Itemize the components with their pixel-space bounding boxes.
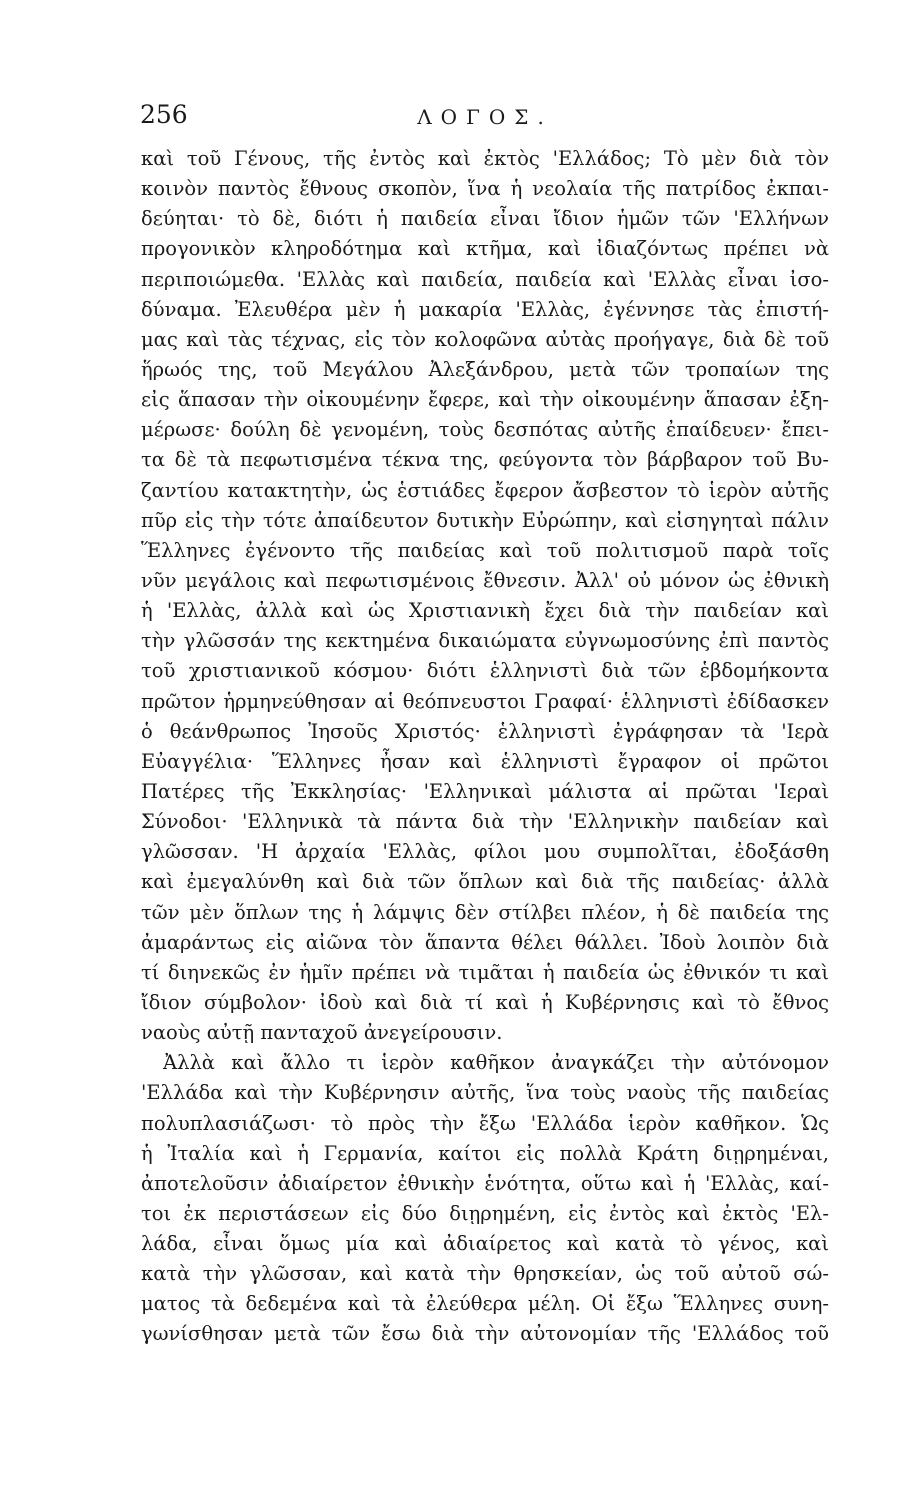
text-line: γωνίσθησαν μετὰ τῶν ἔσω διὰ τὴν αὐτονομίαν τῆς 'Ελλάδος τοῦ: [141, 1322, 829, 1346]
text-line: ὁ θεάνθρωπος Ἰησοῦς Χριστός· ἑλληνιστὶ ἐγράφησαν τὰ 'Ιερὰ: [141, 719, 829, 743]
paragraph-start-line: Ἀλλὰ καὶ ἄλλο τι ἱερὸν καθῆκον ἀναγκάζει τὴν αὐτόνομον: [163, 1051, 829, 1075]
text-line: μέρωσε· δούλη δὲ γενομένη, τοὺς δεσπότας αὐτῆς ἐπαίδευεν· ἔπει-: [141, 418, 829, 442]
text-line: Πατέρες τῆς Ἐκκλησίας· 'Ελληνικαὶ μάλιστα αἱ πρῶται 'Ιεραὶ: [141, 779, 829, 803]
text-line: λάδα, εἶναι ὅμως μία καὶ ἀδιαίρετος καὶ κατὰ τὸ γένος, καὶ: [141, 1232, 829, 1256]
text-line: μας καὶ τὰς τέχνας, εἰς τὸν κολοφῶνα αὐτὰς προήγαγε, διὰ δὲ τοῦ: [141, 327, 829, 351]
text-line: τοῦ χριστιανικοῦ κόσμου· διότι ἑλληνιστὶ διὰ τῶν ἑβδομήκοντα: [141, 659, 829, 683]
page-header: [140, 100, 840, 134]
text-line: καὶ τοῦ Γένους, τῆς ἐντὸς καὶ ἐκτὸς 'Ελλάδος; Τὸ μὲν διὰ τὸν: [141, 147, 829, 170]
text-line: πολυπλασιάζωσι· τὸ πρὸς τὴν ἔξω 'Ελλάδα ἱερὸν καθῆκον. Ὡς: [141, 1111, 829, 1135]
text-line: νῦν μεγάλοις καὶ πεφωτισμένοις ἔθνεσιν. Ἀλλ' οὐ μόνον ὡς ἐθνικὴ: [141, 568, 829, 592]
running-title: ΛΟΓΟΣ.: [417, 105, 553, 129]
text-line: ματος τὰ δεδεμένα καὶ τὰ ἐλεύθερα μέλη. Οἱ ἔξω Ἕλληνες συνη-: [141, 1292, 829, 1316]
text-line: δεύηται· τὸ δὲ, διότι ἡ παιδεία εἶναι ἴδιον ἡμῶν τῶν 'Ελλήνων: [141, 207, 829, 231]
text-line: ζαντίου κατακτητὴν, ὡς ἑστιάδες ἔφερον ἄσβεστον τὸ ἱερὸν αὐτῆς: [141, 478, 829, 502]
text-line: πῦρ εἰς τὴν τότε ἀπαίδευτον δυτικὴν Εὐρώπην, καὶ εἰσηγηταὶ πάλιν: [141, 508, 829, 532]
text-line: 'Ελλάδα καὶ τὴν Κυβέρνησιν αὐτῆς, ἵνα τοὺς ναοὺς τῆς παιδείας: [141, 1081, 829, 1105]
text-line: κατὰ τὴν γλῶσσαν, καὶ κατὰ τὴν θρησκείαν, ὡς τοῦ αὐτοῦ σώ-: [141, 1262, 829, 1286]
text-line: τοι ἐκ περιστάσεων εἰς δύο διῃρημένη, εἰς ἐντὸς καὶ ἐκτὸς 'Ελ-: [141, 1201, 829, 1225]
text-line: ἀποτελοῦσιν ἀδιαίρετον ἐθνικὴν ἑνότητα, οὕτω καὶ ἡ 'Ελλὰς, καί-: [141, 1171, 829, 1195]
text-line: τί διηνεκῶς ἐν ἡμῖν πρέπει νὰ τιμᾶται ἡ παιδεία ὡς ἐθνικόν τι καὶ: [141, 960, 829, 984]
text-line: ἡ Ἰταλία καὶ ἡ Γερμανία, καίτοι εἰς πολλὰ Κράτη διῃρημέναι,: [141, 1141, 829, 1165]
text-line: καὶ ἐμεγαλύνθη καὶ διὰ τῶν ὅπλων καὶ διὰ τῆς παιδείας· ἀλλὰ: [141, 870, 829, 894]
text-line: δύναμα. Ἐλευθέρα μὲν ἡ μακαρία 'Ελλὰς, ἐγέννησε τὰς ἐπιστή-: [141, 297, 829, 321]
text-line: γλῶσσαν. 'Η ἀρχαία 'Ελλὰς, φίλοι μου συμπολῖται, ἐδοξάσθη: [141, 840, 829, 864]
text-line: περιποιώμεθα. 'Ελλὰς καὶ παιδεία, παιδεία καὶ 'Ελλὰς εἶναι ἰσο-: [141, 267, 829, 291]
text-line: ἀμαράντως εἰς αἰῶνα τὸν ἅπαντα θέλει θάλλει. Ἰδοὺ λοιπὸν διὰ: [141, 930, 829, 954]
text-line: προγονικὸν κληροδότημα καὶ κτῆμα, καὶ ἰδιαζόντως πρέπει νὰ: [141, 237, 829, 261]
paragraph-end-line: ναοὺς αὐτῇ πανταχοῦ ἀνεγείρουσιν.: [141, 1021, 503, 1045]
text-line: Σύνοδοι· 'Ελληνικὰ τὰ πάντα διὰ τὴν 'Ελληνικὴν παιδείαν καὶ: [141, 810, 829, 834]
text-line: κοινὸν παντὸς ἔθνους σκοπὸν, ἵνα ἡ νεολαία τῆς πατρίδος ἐκπαι-: [141, 177, 829, 201]
text-line: ἥρωός της, τοῦ Μεγάλου Ἀλεξάνδρου, μετὰ τῶν τροπαίων της: [141, 357, 829, 381]
text-line: εἰς ἅπασαν τὴν οἰκουμένην ἔφερε, καὶ τὴν οἰκουμένην ἅπασαν ἐξη-: [141, 388, 829, 412]
body-text: [141, 144, 829, 1350]
text-line: τὴν γλῶσσάν της κεκτημένα δικαιώματα εὐγνωμοσύνης ἐπὶ παντὸς: [141, 629, 829, 653]
text-line: ἡ 'Ελλὰς, ἀλλὰ καὶ ὡς Χριστιανικὴ ἔχει διὰ τὴν παιδείαν καὶ: [141, 599, 829, 623]
text-line: τα δὲ τὰ πεφωτισμένα τέκνα της, φεύγοντα τὸν βάρβαρον τοῦ Βυ-: [141, 448, 829, 472]
page-number: 256: [140, 100, 188, 129]
text-line: Εὐαγγέλια· Ἕλληνες ἦσαν καὶ ἑλληνιστὶ ἔγραφον οἱ πρῶτοι: [141, 749, 829, 773]
text-line: τῶν μὲν ὅπλων της ἡ λάμψις δὲν στίλβει πλέον, ἡ δὲ παιδεία της: [141, 900, 829, 924]
text-line: Ἕλληνες ἐγένοντο τῆς παιδείας καὶ τοῦ πολιτισμοῦ παρὰ τοῖς: [141, 538, 829, 562]
text-line: πρῶτον ἡρμηνεύθησαν αἱ θεόπνευστοι Γραφαί· ἑλληνιστὶ ἐδίδασκεν: [141, 689, 829, 713]
text-line: ἴδιον σύμβολον· ἰδοὺ καὶ διὰ τί καὶ ἡ Κυβέρνησις καὶ τὸ ἔθνος: [141, 990, 829, 1014]
